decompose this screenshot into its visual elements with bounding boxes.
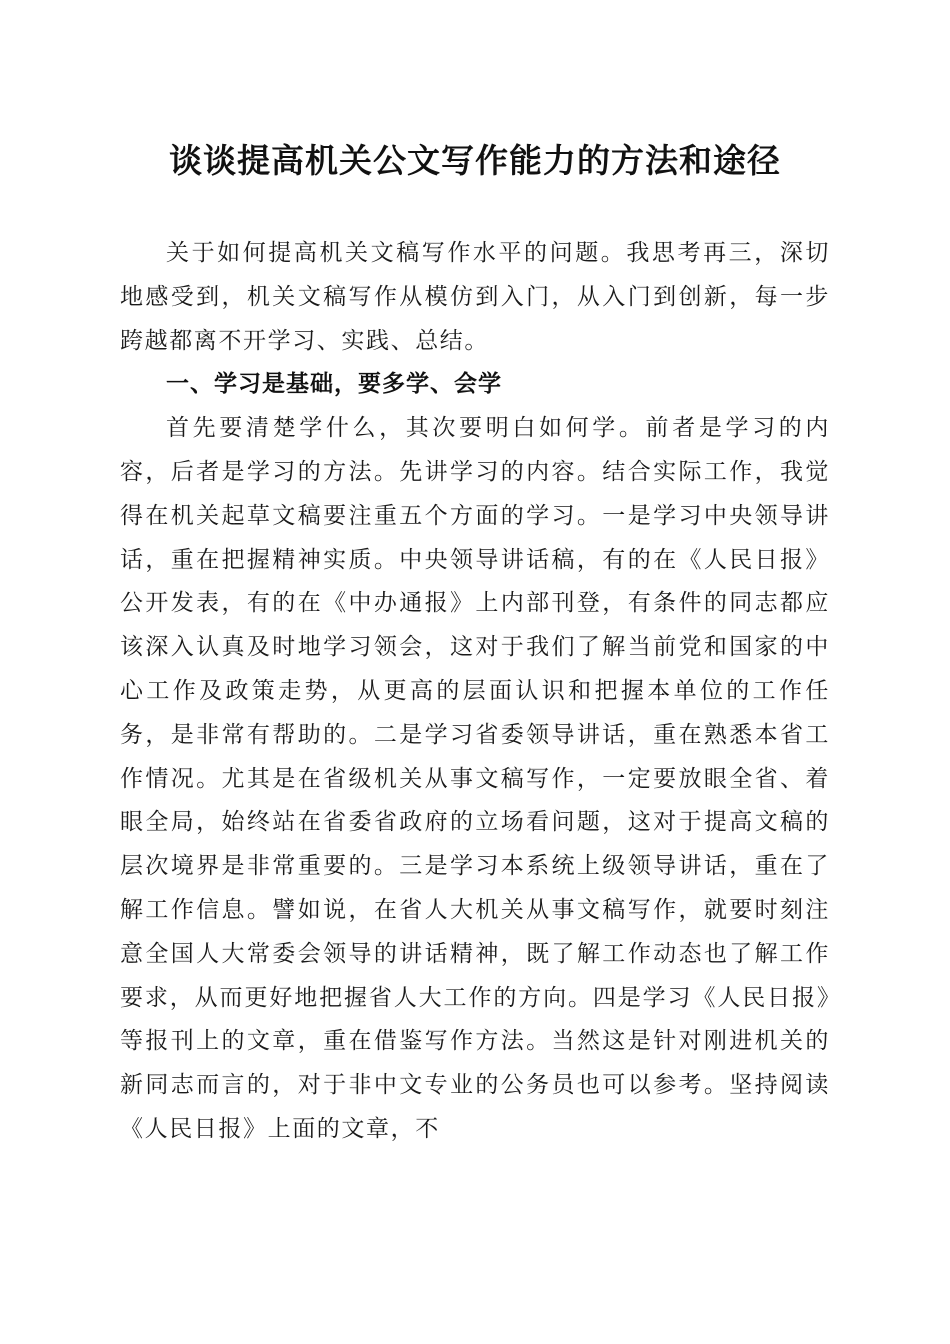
section-paragraph: 首先要清楚学什么，其次要明白如何学。前者是学习的内容，后者是学习的方法。先讲学习的内容。结合实际工作，我觉得在机关起草文稿要注重五个方面的学习。一是学习中央领导讲话，重在把握精神实质。中央领导讲话稿，有的在《人民日报》公开发表，有的在《中办通报》上内部刊登，有条件的同志都应该深入认真及时地学习领会，这对于我们了解当前党和国家的中心工作及政策走势，从更高的层面认识和把握本单位的工作任务，是非常有帮助的。二是学习省委领导讲话，重在熟悉本省工作情况。尤其是在省级机关从事文稿写作，一定要放眼全省、着眼全局，始终站在省委省政府的立场看问题，这对于提高文稿的层次境界是非常重要的。三是学习本系统上级领导讲话，重在了解工作信息。譬如说，在省人大机关从事文稿写作，就要时刻注意全国人大常委会领导的讲话精神，既了解工作动态也了解工作要求，从而更好地把握省人大工作的方向。四是学习《人民日报》等报刊上的文章，重在借鉴写作方法。当然这是针对刚进机关的新同志而言的，对于非中文专业的公务员也可以参考。坚持阅读《人民日报》上面的文章，不	[120, 415, 830, 1142]
section-heading: 一、学习是基础，要多学、会学	[166, 371, 502, 398]
document-title: 谈谈提高机关公文写作能力的方法和途径	[169, 141, 781, 180]
intro-paragraph: 关于如何提高机关文稿写作水平的问题。我思考再三，深切地感受到，机关文稿写作从模仿到入门，从入门到创新，每一步跨越都离不开学习、实践、总结。	[120, 240, 830, 354]
document-body	[120, 232, 830, 1152]
